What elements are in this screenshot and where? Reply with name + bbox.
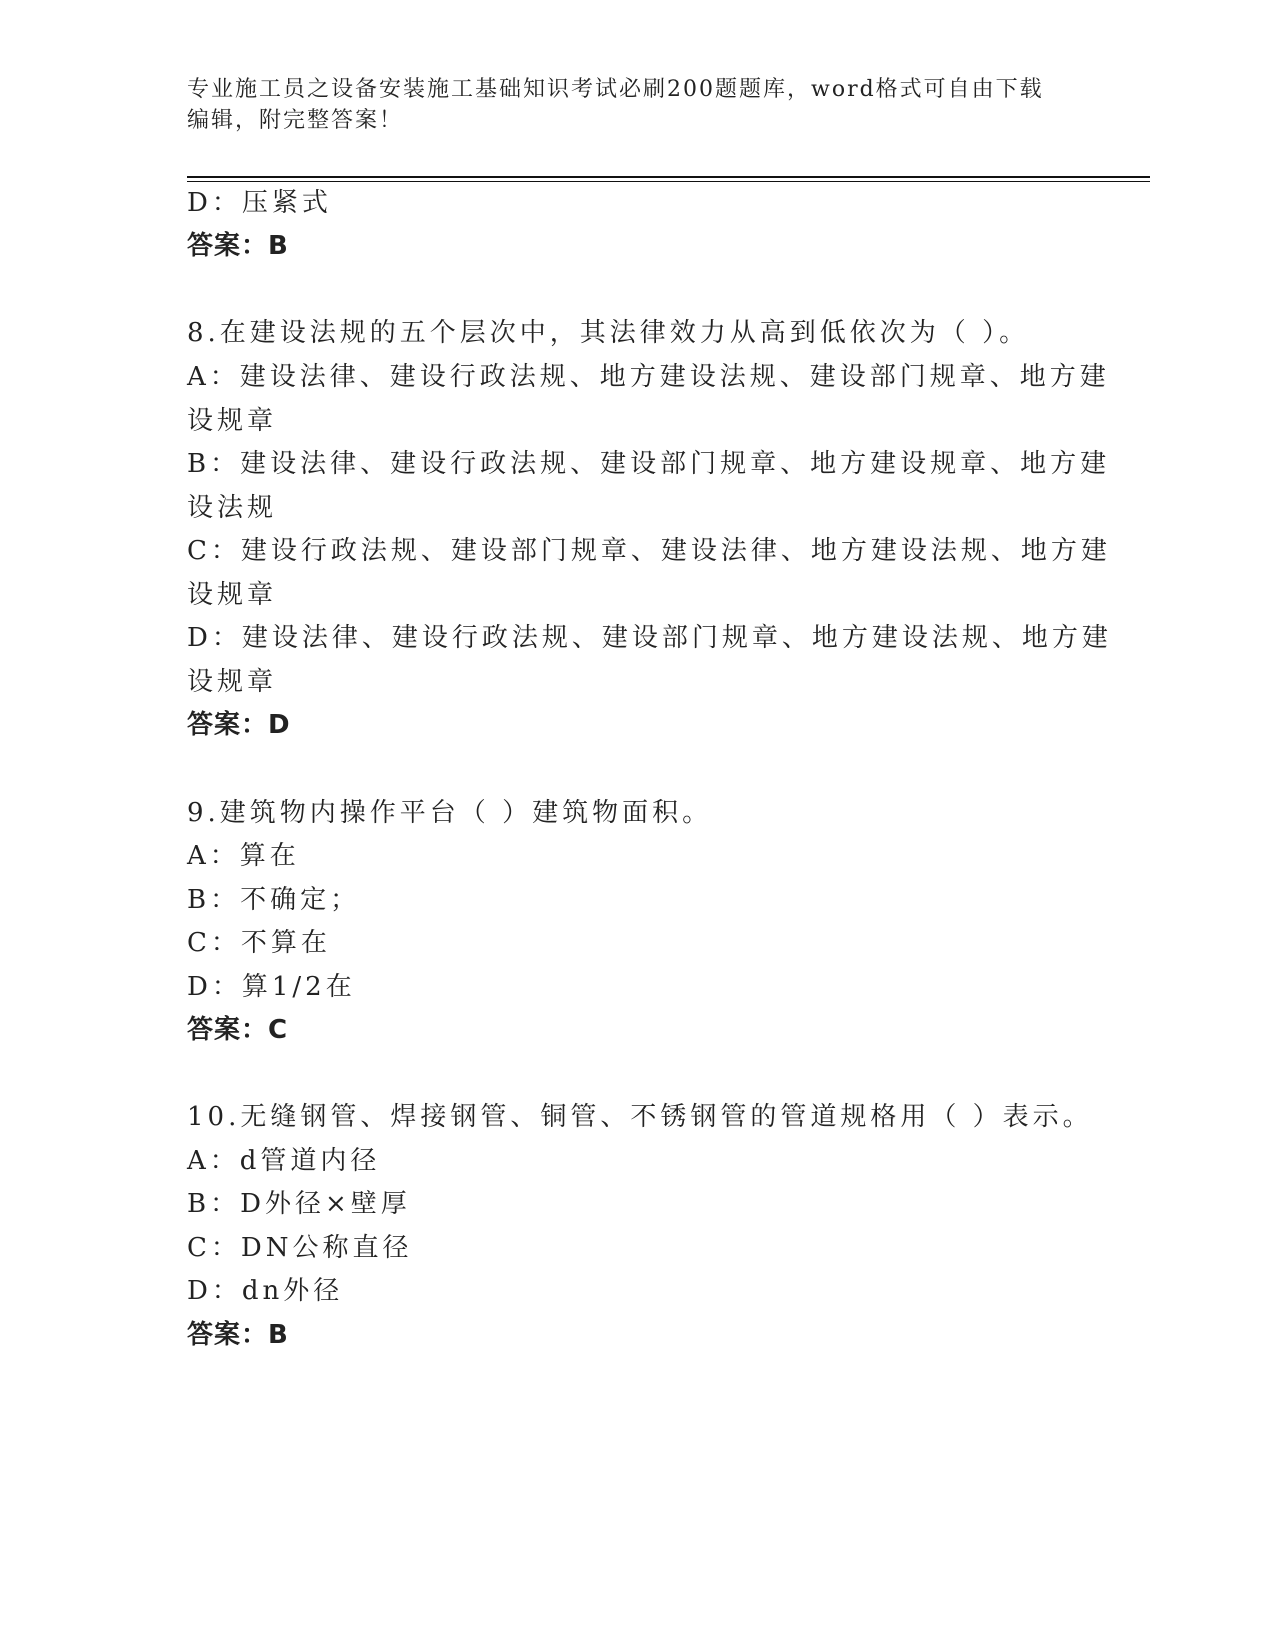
q9-option-d: D：算1/2在	[187, 972, 356, 1002]
q8-option-d-line1: D：建设法律、建设行政法规、建设部门规章、地方建设法规、地方建	[187, 623, 1112, 653]
q10-option-c: C：DN公称直径	[187, 1233, 413, 1263]
q9-option-a: A：算在	[187, 841, 300, 871]
header-divider-thin	[187, 181, 1150, 182]
document-header	[187, 74, 1067, 136]
q9-option-b: B：不确定；	[187, 885, 361, 915]
q9-option-c: C：不算在	[187, 928, 331, 958]
header-line-2: 编辑，附完整答案！	[187, 108, 404, 133]
q10-option-d: D：dn外径	[187, 1276, 344, 1306]
q8-option-b-line1: B：建设法律、建设行政法规、建设部门规章、地方建设规章、地方建	[187, 449, 1111, 479]
q8-option-c-line1: C：建设行政法规、建设部门规章、建设法律、地方建设法规、地方建	[187, 536, 1111, 566]
q9-answer: 答案：C	[187, 1015, 289, 1045]
q10-option-b: B：D外径×壁厚	[187, 1189, 411, 1219]
q8-option-b-line2: 设法规	[187, 493, 278, 523]
q10-answer: 答案：B	[187, 1320, 289, 1350]
header-line-1: 专业施工员之设备安装施工基础知识考试必刷200题题库，word格式可自由下载	[187, 77, 1044, 102]
q10-question: 10.无缝钢管、焊接钢管、铜管、不锈钢管的管道规格用（ ）表示。	[187, 1102, 1093, 1132]
q8-question: 8.在建设法规的五个层次中，其法律效力从高到低依次为（ ）。	[187, 318, 1030, 348]
q8-option-d-line2: 设规章	[187, 667, 278, 697]
q9-question: 9.建筑物内操作平台（ ）建筑物面积。	[187, 798, 713, 828]
q8-option-a-line2: 设规章	[187, 406, 278, 436]
header-divider-thick	[187, 176, 1150, 178]
q8-answer: 答案：D	[187, 710, 291, 740]
q10-option-a: A：d管道内径	[187, 1146, 381, 1176]
q7-option-d: D：压紧式	[187, 188, 332, 218]
q8-option-c-line2: 设规章	[187, 580, 278, 610]
q7-answer: 答案：B	[187, 231, 289, 261]
q8-option-a-line1: A：建设法律、建设行政法规、地方建设法规、建设部门规章、地方建	[187, 362, 1110, 392]
